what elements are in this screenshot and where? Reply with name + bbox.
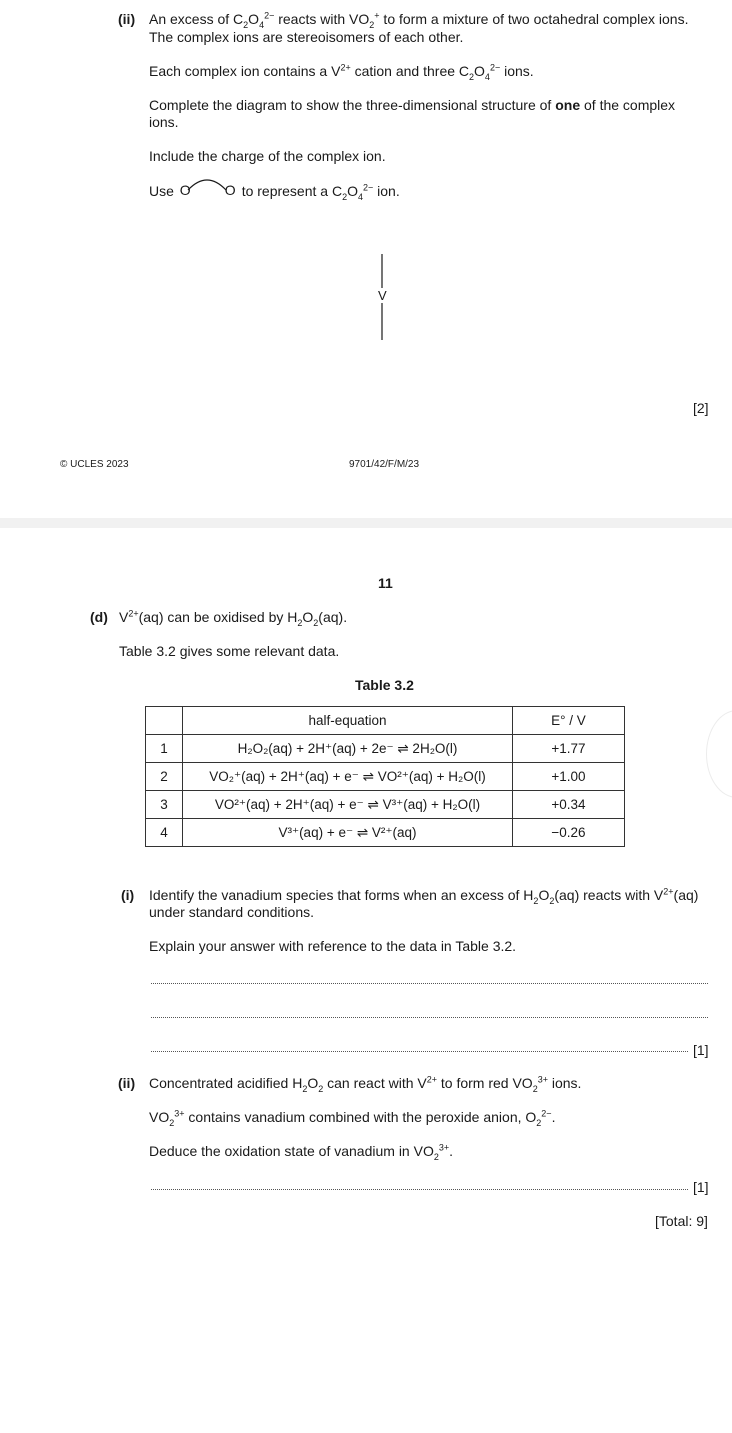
paragraph-concentrated: Concentrated acidified $H_2O_2$ can react with $V^{2+}$ to form red $VO_2^{3+}$ ions. [149, 1074, 582, 1094]
answer-line[interactable] [151, 1051, 688, 1052]
table-row [146, 819, 625, 847]
page-separator [0, 518, 732, 528]
paragraph-excess: An excess of $C_2O_4^{2-}$ reacts with $VO_2^+$ to form a mixture of two octahedral complex ions. [149, 10, 689, 30]
paragraph-complete-diagram: Complete the diagram to show the three-dimensional structure of one of the complex [149, 97, 676, 113]
marks-1: [1] [693, 1042, 709, 1058]
table-row [146, 735, 625, 763]
oxalate-symbol: O O [178, 182, 238, 196]
marks-2: [2] [693, 400, 709, 416]
paragraph-include-charge: Include the charge of the complex ion. [149, 148, 386, 164]
row-equation: VO²⁺(aq) + 2H⁺(aq) + e⁻ ⇌ V³⁺(aq) + H₂O(l) [183, 791, 513, 819]
header-e-value: E° / V [513, 707, 625, 735]
row-equation: VO₂⁺(aq) + 2H⁺(aq) + e⁻ ⇌ VO²⁺(aq) + H₂O(l) [183, 763, 513, 791]
paragraph-ions: ions. [149, 114, 179, 130]
row-number: 2 [146, 763, 183, 791]
row-number: 4 [146, 819, 183, 847]
paragraph-oxidised: $V^{2+}(aq)$ can be oxidised by $H_2O_2(aq)$. [119, 608, 348, 628]
row-number: 3 [146, 791, 183, 819]
question-label-ii: (ii) [118, 11, 136, 27]
vanadium-label: V [378, 288, 387, 303]
row-e-value: +1.00 [513, 763, 625, 791]
question-label-d: (d) [90, 609, 108, 625]
table-row [146, 763, 625, 791]
answer-line[interactable] [151, 983, 708, 984]
floating-overlay-edge [706, 710, 732, 798]
table-header-row [146, 707, 625, 735]
header-number [146, 707, 183, 735]
paragraph-identify: Identify the vanadium species that forms when an excess of $H_2O_2(aq)$ reacts with $V^{2+}(aq)$ [149, 886, 699, 906]
question-label-ii-b: (ii) [118, 1075, 136, 1091]
row-equation: V³⁺(aq) + e⁻ ⇌ V²⁺(aq) [183, 819, 513, 847]
table-row [146, 791, 625, 819]
half-equation-table [145, 706, 625, 847]
marks-1: [1] [693, 1179, 709, 1195]
paragraph-complex-ion: Each complex ion contains a $V^{2+}$ cation and three $C_2O_4^{2-}$ ions. [149, 62, 534, 82]
total-marks: [Total: 9] [655, 1213, 708, 1229]
row-e-value: +1.77 [513, 735, 625, 763]
page-number: 11 [378, 575, 393, 591]
paragraph-deduce: Deduce the oxidation state of vanadium in $VO_2^{3+}$. [149, 1142, 454, 1162]
paragraph-table-intro: Table 3.2 gives some relevant data. [119, 643, 340, 659]
table-title: Table 3.2 [355, 677, 414, 693]
answer-line[interactable] [151, 1189, 688, 1190]
question-label-i: (i) [121, 887, 135, 903]
paragraph-peroxide: $VO_2^{3+}$ contains vanadium combined with the peroxide anion, $O_2^{2-}$. [149, 1108, 556, 1128]
paragraph-standard-conditions: under standard conditions. [149, 904, 314, 920]
row-equation: H₂O₂(aq) + 2H⁺(aq) + 2e⁻ ⇌ 2H₂O(l) [183, 735, 513, 763]
row-number: 1 [146, 735, 183, 763]
footer-copyright: © UCLES 2023 [60, 459, 129, 470]
header-half-equation: half-equation [183, 707, 513, 735]
footer-paper-code: 9701/42/F/M/23 [349, 459, 420, 470]
paragraph-use-symbol: Use O O to represent a $C_2O_4^{2-}$ ion. [149, 182, 400, 199]
paragraph-explain: Explain your answer with reference to the data in Table 3.2. [149, 938, 517, 954]
paragraph-stereoisomers: The complex ions are stereoisomers of each other. [149, 29, 464, 45]
row-e-value: −0.26 [513, 819, 625, 847]
answer-line[interactable] [151, 1017, 708, 1018]
row-e-value: +0.34 [513, 791, 625, 819]
